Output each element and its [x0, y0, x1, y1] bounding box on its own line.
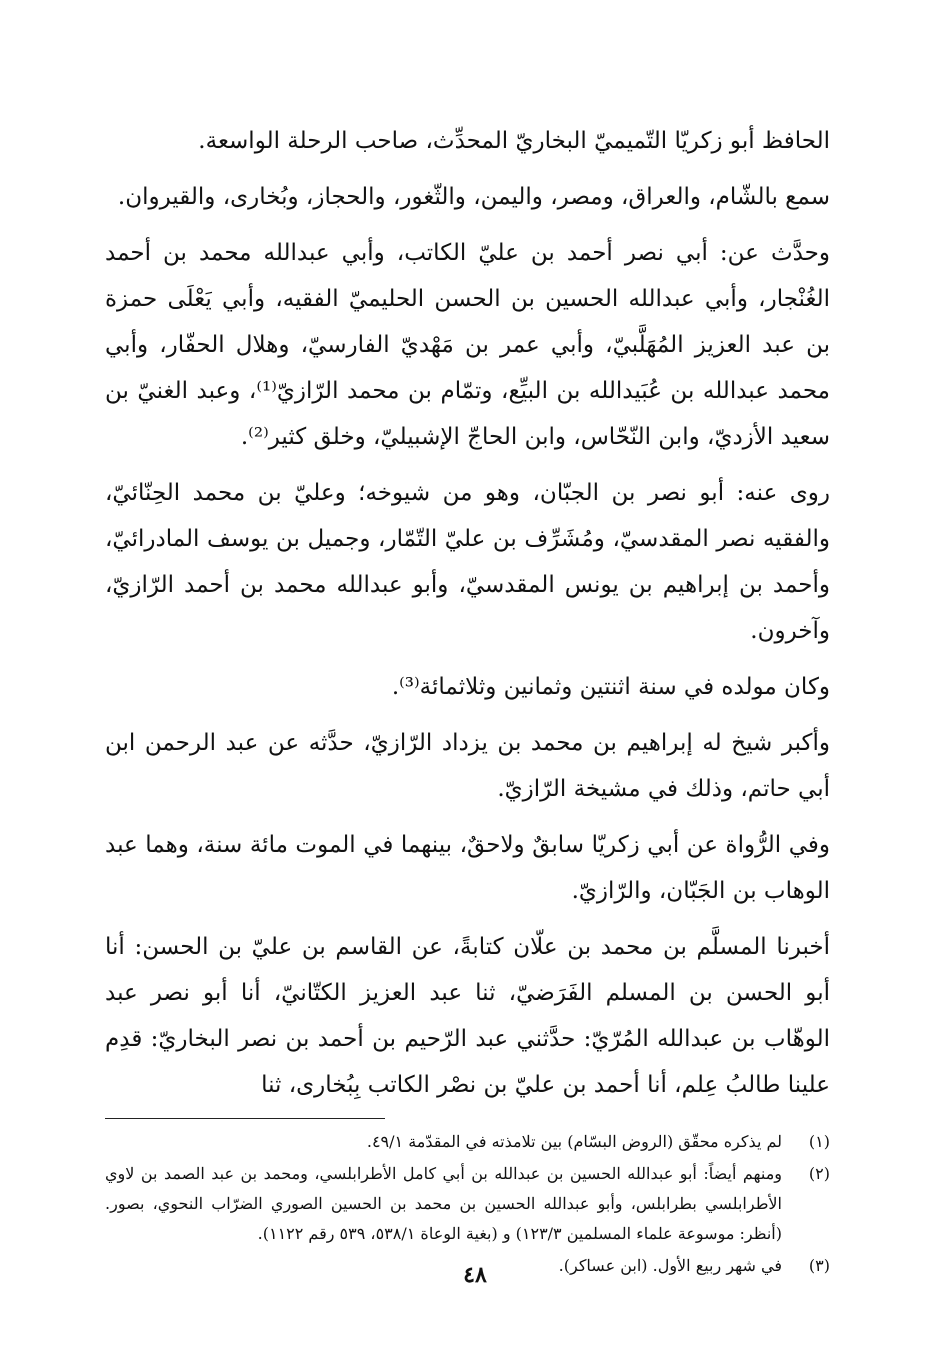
page-number: ٤٨	[463, 1262, 487, 1288]
footnote-number: (١)	[808, 1132, 830, 1151]
main-text	[105, 118, 830, 1108]
footnote-number: (٢)	[808, 1164, 830, 1183]
footnote-text: في شهر ربيع الأول. (ابن عساكر).	[558, 1256, 782, 1275]
paragraph-teachers: وحدَّث عن: أبي نصر أحمد بن عليّ الكاتب، وأبي عبدالله محمد بن أحمد الغُنْجار، وأبي عبدالله الحسين بن الحسن الحليميّ الفقيه، وأبي يَعْلَى حمزة بن عبد العزيز المُهَلَّبيّ، وأبي عمر بن مَهْديّ الفارسيّ، وهلال الحفّار، وأبي محمد عبدالله بن عُبَيدالله بن البيِّع، وتمّام بن محمد الرّازيّ⁽¹⁾، وعبد الغنيّ بن سعيد الأزديّ، وابن النّحّاس، وابن الحاجّ الإشبيليّ، وخلق كثير⁽²⁾.	[105, 240, 830, 450]
footnotes	[105, 1127, 830, 1281]
paragraph-isnad: أخبرنا المسلَّم بن محمد بن علّان كتابةً، عن القاسم بن عليّ بن الحسن: أنا أبو الحسن بن المسلم الفَرَضيّ، ثنا عبد العزيز الكتّانيّ، أنا أبو نصر عبد الوهّاب بن عبدالله المُرّيّ: حدَّثني عبد الرّحيم بن أحمد بن نصر البخاريّ: قدِم علينا طالبُ عِلم، أنا أحمد بن عليّ بن نصْر الكاتب بِبُخارى، ثنا	[105, 934, 830, 1098]
paragraph-narrators: وفي الرُّواة عن أبي زكريّا سابقٌ ولاحقٌ، بينهما في الموت مائة سنة، وهما عبد الوهاب بن الجَبّان، والرّازيّ.	[105, 832, 830, 904]
paragraph-travels: سمع بالشّام، والعراق، ومصر، واليمن، والثّغور، والحجاز، وبُخارى، والقيروان.	[117, 184, 830, 210]
paragraph-intro: الحافظ أبو زكريّا التّميميّ البخاريّ المحدِّث، صاحب الرحلة الواسعة.	[198, 128, 830, 154]
paragraph-birth: وكان مولده في سنة اثنتين وثمانين وثلاثمائة⁽³⁾.	[391, 674, 830, 700]
footnote	[105, 1159, 830, 1249]
footnote-number: (٣)	[808, 1256, 830, 1275]
footnote	[105, 1127, 830, 1157]
footnote-divider	[105, 1118, 385, 1119]
paragraph-students: روى عنه: أبو نصر بن الجبّان، وهو من شيوخه؛ وعليّ بن محمد الحِنّائيّ، والفقيه نصر المقدسيّ، ومُشَرِّف بن عليّ التّمّار، وجميل بن يوسف المادرائيّ، وأحمد بن إبراهيم بن يونس المقدسيّ، وأبو عبدالله محمد بن أحمد الرّازيّ، وآخرون.	[105, 480, 830, 644]
footnote-text: ومنهم أيضاً: أبو عبدالله الحسين بن عبدالله بن أبي كامل الأطرابلسي، ومحمد بن عبد الصمد بن لاوي الأطرابلسي بطرابلس، وأبو عبدالله الحسين بن محمد بن الحسين الصوري الضرّاب النحوي، بصور. (أنظر: موسوعة علماء المسلمين ١٢٣/٣) و (بغية الوعاة ٥٣٨/١، ٥٣٩ رقم ١١٢٢).	[105, 1164, 782, 1243]
paragraph-eldest-sheikh: وأكبر شيخ له إبراهيم بن محمد بن يزداد الرّازيّ، حدَّثه عن عبد الرحمن ابن أبي حاتم، وذلك في مشيخة الرّازيّ.	[105, 730, 830, 802]
document-page	[105, 118, 830, 1283]
footnote-text: لم يذكره محقّق (الروض البسّام) بين تلامذته في المقدّمة ٤٩/١.	[366, 1132, 782, 1151]
